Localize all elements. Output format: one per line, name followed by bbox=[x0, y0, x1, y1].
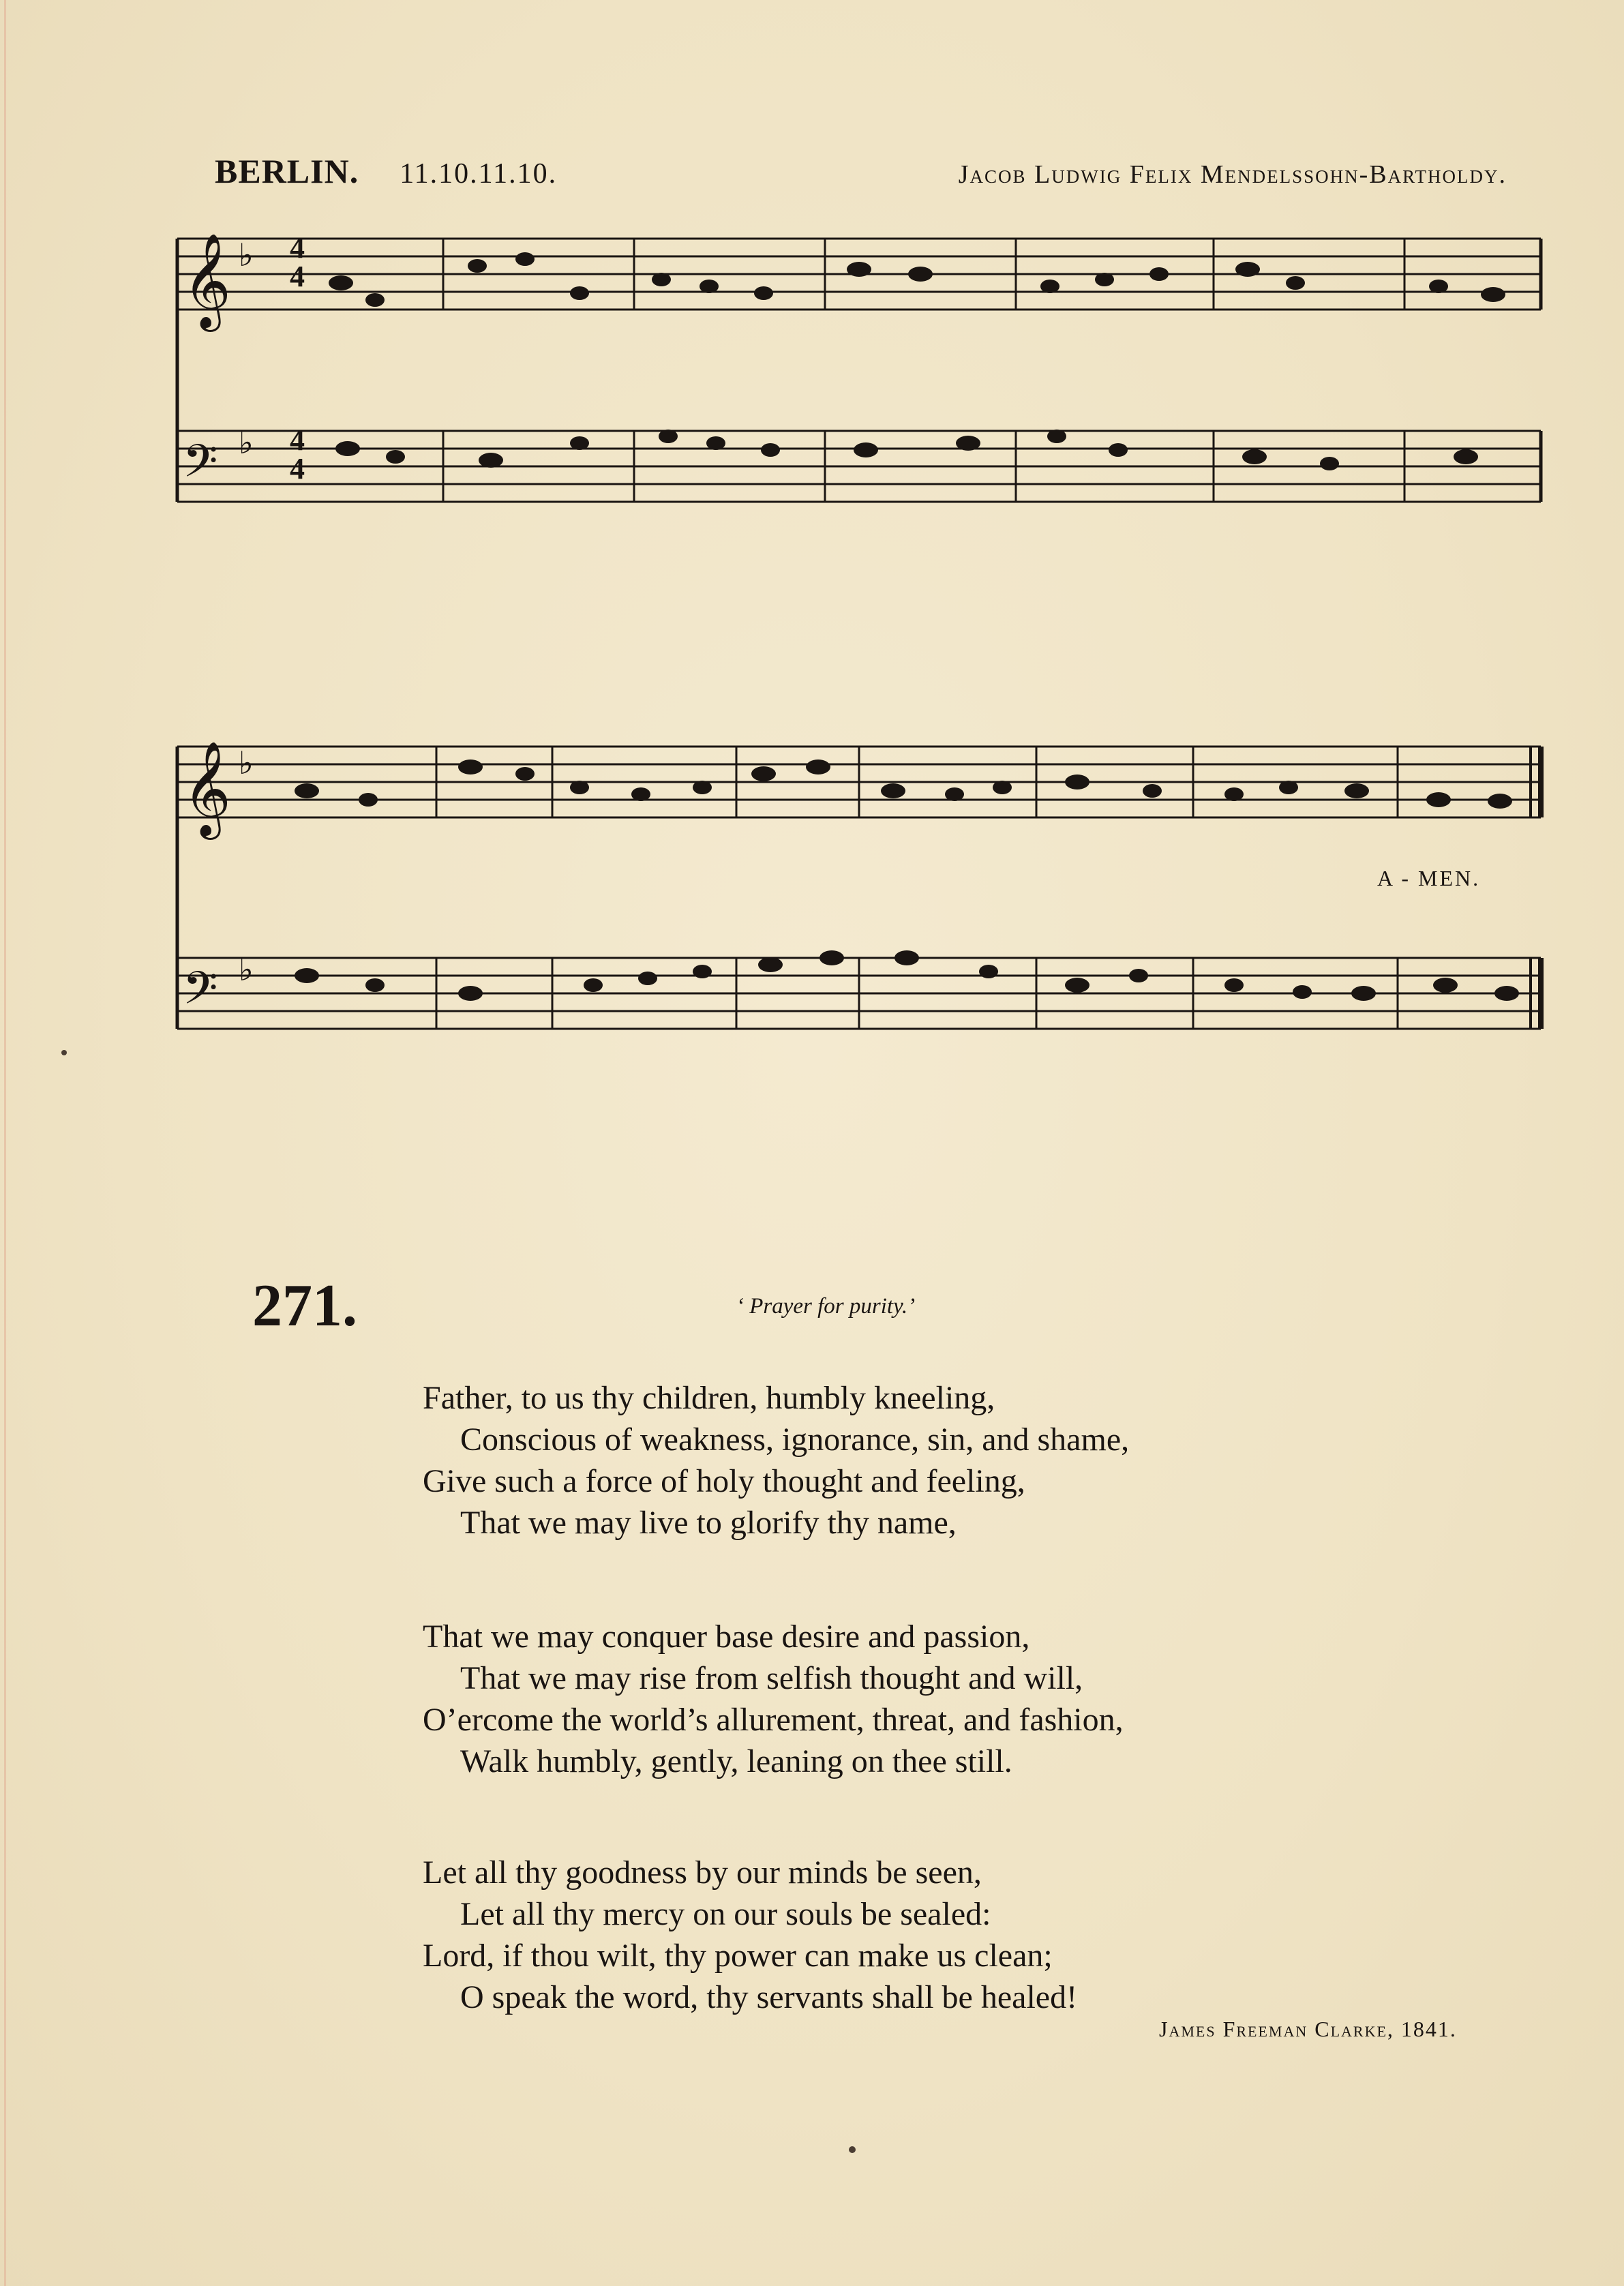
verse-line: Let all thy mercy on our souls be sealed: bbox=[460, 1896, 991, 1932]
treble-clef-icon: 𝄞 bbox=[183, 233, 231, 328]
verse-line: Conscious of weakness, ignorance, sin, and shame, bbox=[460, 1422, 1130, 1458]
bass-clef-icon: 𝄢 bbox=[183, 962, 218, 1025]
verse-line: Father, to us thy children, humbly kneeling, bbox=[423, 1380, 995, 1416]
verse-line: O speak the word, thy servants shall be healed! bbox=[460, 1979, 1078, 2015]
barlines-1 bbox=[443, 239, 1541, 502]
page-dot-mark bbox=[849, 2146, 856, 2153]
verse-1 bbox=[423, 1377, 1445, 1544]
time-signature-top: 4 bbox=[290, 231, 305, 265]
tune-name: BERLIN. bbox=[215, 152, 359, 190]
music-system-2 bbox=[170, 719, 1548, 1047]
music-system-1 bbox=[170, 218, 1548, 532]
flat-icon: ♭ bbox=[239, 952, 254, 987]
verse-line: That we may rise from selfish thought and will, bbox=[460, 1660, 1083, 1696]
tune-header bbox=[215, 151, 1507, 199]
hymn-author: James Freeman Clarke, 1841. bbox=[1159, 2017, 1457, 2041]
amen-label: A - MEN. bbox=[1377, 866, 1481, 890]
hymn-number: 271. bbox=[252, 1273, 357, 1339]
time-signature-bottom: 4 bbox=[290, 260, 305, 293]
verse-line: Walk humbly, gently, leaning on thee still. bbox=[460, 1743, 1012, 1779]
notes-1 bbox=[329, 252, 1505, 470]
hymn-title: ‘ Prayer for purity.’ bbox=[736, 1294, 916, 1319]
page-edge-line bbox=[4, 0, 6, 2286]
composer-name: Jacob Ludwig Felix Mendelssohn-Bartholdy. bbox=[958, 160, 1507, 189]
verse-line: That we may live to glorify thy name, bbox=[460, 1505, 957, 1541]
verse-line: That we may conquer base desire and passion, bbox=[423, 1619, 1030, 1655]
verse-line: O’ercome the world’s allurement, threat, and fashion, bbox=[423, 1702, 1124, 1738]
time-signature-bottom: 4 bbox=[290, 452, 305, 485]
treble-clef-icon: 𝄞 bbox=[183, 741, 231, 836]
page-dot-mark bbox=[61, 1050, 67, 1055]
flat-icon: ♭ bbox=[239, 238, 254, 273]
verse-line: Give such a force of holy thought and feeling, bbox=[423, 1463, 1025, 1499]
verse-line: Let all thy goodness by our minds be seen, bbox=[423, 1854, 982, 1891]
verse-line: Lord, if thou wilt, thy power can make us clean; bbox=[423, 1938, 1053, 1974]
verse-3 bbox=[423, 1852, 1445, 2018]
bass-clef-icon: 𝄢 bbox=[183, 435, 218, 498]
notes-2 bbox=[295, 760, 1519, 1001]
flat-icon: ♭ bbox=[239, 425, 254, 460]
tune-meter: 11.10.11.10. bbox=[400, 158, 558, 190]
flat-icon: ♭ bbox=[239, 746, 254, 781]
verse-2 bbox=[423, 1616, 1445, 1782]
time-signature-top: 4 bbox=[290, 423, 305, 457]
